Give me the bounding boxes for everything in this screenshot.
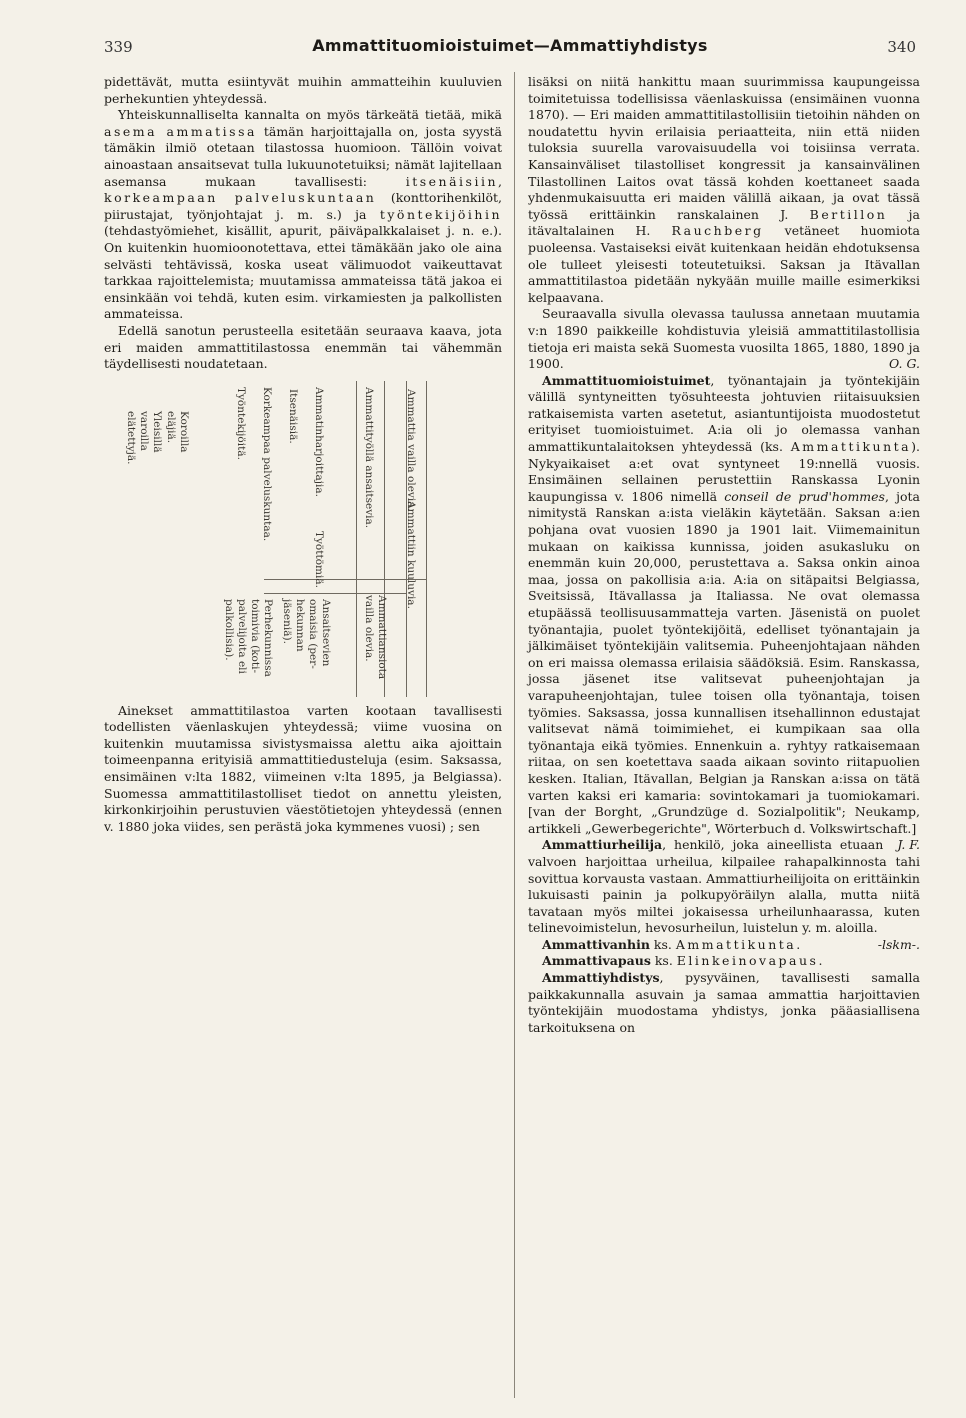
signature: O. G. [889, 356, 920, 372]
right-column [528, 74, 920, 1036]
entry-ammattivapaus: Ammattivapaus ks. Elinkeinovapaus. [542, 953, 823, 969]
table-header-ammattiin-kuuluvia: Ammattiin kuuluvia. [405, 500, 417, 609]
page-number-right: 340 [887, 38, 916, 56]
table-tyottomia: Työttömiä. [313, 530, 325, 588]
entry-ammattituomioistuimet: Ammattituomioistuimet, työnantajain ja työntekijäin välillä syntyneitten työsuhteesta johtuvien riitaisuuksien ratkaisemista varten asetetut, asiantuntijoista muodostetut erityiset tuomioistuimet. A:ia oli jo olemassa vanhan ammattikuntalaitoksen yhteydessä (ks. Ammattikunta). Nykyaikaiset a:et ovat syntyneet 19:nnellä vuosis. Ensimäinen sellainen perustettiin Ranskassa Lyonin kaupungissa v. 1806 nimellä conseil de prud'hommes, jota nimitystä Ranskan a:ista vieläkin käytetään. Saksan a:ien pohjana ovat vuosien 1890 ja 1901 lait. Viimemainitun mukaan on kaikissa kunnissa, joiden asukasluku on enemmän kuin 20,000, perustettava a. Saksa onkin ainoa maa, jossa on pakollisia a:ia. A:ia on sitäpaitsi Belgiassa, Sveitsissä, Itävallassa ja Italiassa. Ne ovat olemassa etupäässä teollisuusammatteja varten. Jäsenistä on puolet työnantajia, puolet työntekijöitä, edelliset työnantajain ja jälkimäiset työntekijäin valitsemia. Puheenjohtajaan nähden on eri maissa olemassa erilaisia säädöksiä. Esim. Ranskassa, jossa jäsenet itse valitsevat puheenjohtajan ja varapuheenjohtajan, tulee toisen olla työnantaja, toisen työmies. Saksassa, jossa kunnallisen itsehallinnon edustajat valitsevat nämä toimimiehet, ei kumpikaan saa olla työnantaja eikä työmies. Ennenkuin a. ryhtyy ratkaisemaan riitaa, on sen koetettava saada aikaan sovinto riitapuolien kesken. Italian, Itävallan, Belgian ja Ranskan a:issa on tätä varten kaksi eri kamaria: sovintokamari ja tuomiokamari. [van der Borght, „Grundzüge d. Sozialpolitik"; Neukamp, artikkeli „Gewerbegerichte", Wörterbuch d. Volkswirtschaft.] J. F. [528, 372, 921, 853]
table-ammatinharjoittajia: Ammatinharjoittajia. [313, 386, 325, 497]
table-tyontekijoita: Työntekijöitä. [235, 386, 247, 460]
table-ammattityolla-ansaitsevia: Ammattityöllä ansaitsevia. [363, 386, 375, 528]
paragraph: Yhteiskunnalliselta kannalta on myös tärkeätä tietää, mikä asema ammatissa tämän harjoittajalla on, josta syystä tämäkin ilmiö otetaan tilastossa huomioon. Tällöin voivat ainoastaan ansaitsevat tulla lukuunotetuiksi; nämät lajitellaan asemansa mukaan tavallisesti: itsenäisiin, korkeampaan palveluskuntaan (konttorihenkilöt, piirustajat, työnjohtajat j. m. s.) ja työntekijöihin (tehdastyömiehet, kisällit, apurit, päiväpalkkalaiset j. n. e.). On kuitenkin huomioonotettava, ettei tämäkään jako ole aina selvästi tehtävissä, koska useat välimuodot vaikeuttavat tarkkaa rajoittelemista; muutamissa ammateissa tätä jakoa ei ensinkään voi tehdä, kuten esim. virkamiesten ja palkollisten ammateissa. [104, 107, 503, 322]
table-koroilla-elajia: Koroilla eläjiä. [165, 410, 190, 453]
table-itsenaisia: Itsenäisiä. [287, 388, 299, 444]
table-ansaitsevien-omaisia: Ansaitsevien omaisia (per- hekunnan jäseniä). [281, 598, 332, 669]
paragraph: lisäksi on niitä hankittu maan suurimmissa kaupungeissa toimitetuissa todellisissa väenlaskuissa (ensimäinen vuonna 1870). — Eri maiden ammattitilastollisiin tietoihin nähden on noudatettu hyvin erilaisia periaatteita, niin että niiden tuloksia suurella varovaisuudella voi toisiinsa verrata. Kansainväliset tilastolliset kongressit ja kansainvälinen Tilastollinen Laitos ovat tässä kohden koettaneet saada yhdenmukaisuutta eri maiden välillä aikaan, ja ovat tässä työssä erittäinkin ranskalainen J. Bertillon ja itävaltalainen H. Rauchberg vetäneet huomiota puoleensa. Vastaiseksi eivät kuitenkaan heidän ehdotuksensa ole tulleet yleisesti toteutetuiksi. Saksan ja Itävallan ammattitilastoa pidetään nykyään muille maille esimerkiksi kelpaavana. [528, 74, 921, 305]
paragraph: pidettävät, mutta esiintyvät muihin ammatteihin kuuluvien perhekuntien yhteydessä. [104, 74, 502, 106]
running-title: Ammattituomioistuimet—Ammattiyhdistys [312, 36, 708, 55]
table-korkeampaa-palveluskuntaa: Korkeampaa palveluskuntaa. [261, 386, 273, 541]
left-column [104, 74, 502, 835]
signature: -lskm-. [877, 936, 920, 952]
occupation-scheme-table [104, 381, 502, 697]
signature: J. F. [897, 837, 920, 853]
paragraph: Edellä sanotun perusteella esitetään seuraava kaava, jota eri maiden ammattitilastossa enemmän tai vähemmän täydellisesti noudatetaan. [104, 322, 502, 372]
table-perhekunnissa-toimivia: Perhekunnissa toimivia (koti- palvelijoita eli palkollisia). [223, 598, 274, 677]
entry-ammattivanhin: Ammattivanhin ks. Ammattikunta. [542, 936, 801, 952]
paragraph: Seuraavalla sivulla olevassa taulussa annetaan muutamia v:n 1890 paikkeille kohdistuvia yleisiä ammattitilastollisia tietoja eri maista sekä Suomesta vuosilta 1865, 1880, 1890 ja 1900. O. G. [528, 306, 920, 372]
entry-ammattiurheilija: Ammattiurheilija, henkilö, joka aineellista etuaan valvoen harjoittaa urheilua, kilpailee rahapalkinnosta tahi sovittua korvausta vastaan. Ammattiurheilijoita on erittäinkin lukuisasti painin ja polkupyöräilyn alalla, mutta niitä tavataan myös miltei jokaisessa urheilunhaarassa, kuten telinevoimistelun, hevosurheilun, luistelun y. m. aloilla. -lskm-. [528, 837, 920, 952]
page-number-left: 339 [104, 38, 133, 56]
running-header [104, 36, 916, 62]
paragraph: Ainekset ammattitilastoa varten kootaan tavallisesti todellisten väenlaskujen yhteydessä; viime vuosina on kuitenkin muutamissa sivistysmaissa alettu aika ajoittain toimeenpanna erityisiä ammattitiedusteluja (esim. Saksassa, ensimäinen v:lta 1882, viimeinen v:lta 1895, ja Belgiassa). Suomessa ammattitilastolliset tiedot on annettu yleisten, kirkonkirjoihin perustuvien väestötietojen yhteydessä (ennen v. 1880 joka viides, sen perästä joka kymmenes vuosi) ; sen [104, 702, 502, 834]
table-yleisilla-varoilla: Yleisillä varoilla elätettyjä. [125, 410, 163, 465]
table-ammattiansiota-vailla: Ammattiansiota vailla olevia. [363, 594, 388, 679]
column-divider [514, 72, 515, 1398]
entry-ammattiyhdistys: Ammattiyhdistys, pysyväinen, tavallisesti samalla paikkakunnalla asuvain ja samaa ammattia harjoittavien työntekijäin muodostama yhdistys, jonka pääasiallisena tarkoituksena on [528, 970, 920, 1035]
table-header-ammatittomat: Ammattia vailla olevia. [405, 388, 417, 511]
